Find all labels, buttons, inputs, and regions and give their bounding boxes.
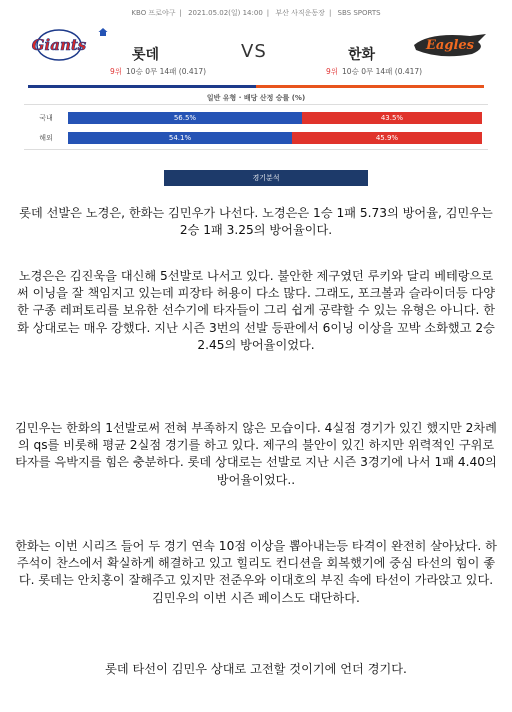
article-paragraph: 김민우는 한화의 1선발로써 전혀 부족하지 않은 모습이다. 4실점 경기가 있긴 했지만 2차례의 qs를 비롯해 평균 2실점 경기를 하고 있다. 제구의 불안이 있긴 하지만 위력적인 구위로 타자를 윽박지를 힘은 충분하다. 롯데 상대로는 선발로 지난 시즌 3경기에 나서 1패 4.40의 방어율이었다..: [15, 421, 497, 487]
away-team-name: 한화: [348, 47, 376, 63]
match-card: [10, 0, 502, 190]
article-paragraph: 롯데 선발은 노경은, 한화는 김민우가 나선다. 노경은은 1승 1패 5.73의 방어율, 김민우는 2승 1패 3.25의 방어율이다.: [19, 206, 493, 238]
odds-row-label: 해외: [39, 134, 53, 142]
section-label-analysis: 경기분석: [164, 170, 368, 186]
odds-row-label: 국내: [39, 114, 53, 122]
away-color-line: [256, 85, 484, 88]
away-record: [326, 66, 422, 77]
home-icon: [98, 27, 108, 37]
giants-logo: [24, 28, 94, 62]
odds-row: [24, 130, 488, 146]
odds-chart: [24, 104, 488, 150]
vs-label: VS: [241, 41, 267, 62]
odds-row: [24, 110, 488, 126]
article-paragraph: 한화는 이번 시리즈 들어 두 경기 연속 10점 이상을 뽑아내는등 타격이 완전히 살아났다. 하주석이 찬스에서 확실하게 해결하고 있고 힐리도 컨디션을 회복했기에 중심 타선의 힘이 좋다. 롯데는 안치홍이 잘해주고 있지만 전준우와 이대호의 부진 속에 타선이 가라앉고 있다. 김민우의 이번 시즌 페이스도 대단하다.: [15, 539, 497, 605]
home-rank: 9위: [110, 67, 123, 76]
league-label: KBO 프로야구: [131, 9, 176, 17]
broadcaster-label: SBS SPORTS: [337, 9, 381, 17]
article-paragraph: 롯데 타선이 김민우 상대로 고전할 것이기에 언더 경기다.: [105, 662, 407, 676]
home-record: [110, 66, 206, 77]
home-color-line: [28, 85, 256, 88]
home-odds-bar: 56.5%: [68, 112, 302, 124]
venue-label: 부산 사직운동장: [275, 9, 325, 17]
svg-text:Giants: Giants: [31, 36, 87, 54]
match-meta: KBO 프로야구 | 2021.05.02(일) 14:00 | 부산 사직운동장 | SBS SPORTS: [131, 9, 381, 17]
away-odds-bar: 43.5%: [302, 112, 482, 124]
away-odds-bar: 45.9%: [292, 132, 482, 144]
odds-title: 일반 유형 · 배당 산정 승률 (%): [206, 94, 306, 102]
away-record-text: 10승 0무 14패 (0.417): [342, 67, 423, 76]
home-odds-bar: 54.1%: [68, 132, 292, 144]
match-datetime: 2021.05.02(일) 14:00: [188, 9, 263, 17]
home-record-text: 10승 0무 14패 (0.417): [126, 67, 207, 76]
eagles-logo: [410, 28, 490, 62]
away-rank: 9위: [326, 67, 339, 76]
article-paragraph: 노경은은 김진욱을 대신해 5선발로 나서고 있다. 불안한 제구였던 루키와 달리 베테랑으로써 이닝을 잘 책임지고 있는데 피장타 허용이 다소 많다. 그래도, 포크볼과 슬라이더등 다양한 구종 레퍼토리를 보유한 선수기에 타자들이 그리 쉽게 공략할 수 있는 유형은 아니다. 한화 상대로는 매우 강했다. 지난 시즌 3번의 선발 등판에서 6이닝 이상을 꼬박 소화했고 2승 2.45의 방어율이었다.: [16, 269, 496, 352]
svg-text:Eagles: Eagles: [426, 38, 474, 53]
home-team-name: 롯데: [132, 47, 160, 63]
